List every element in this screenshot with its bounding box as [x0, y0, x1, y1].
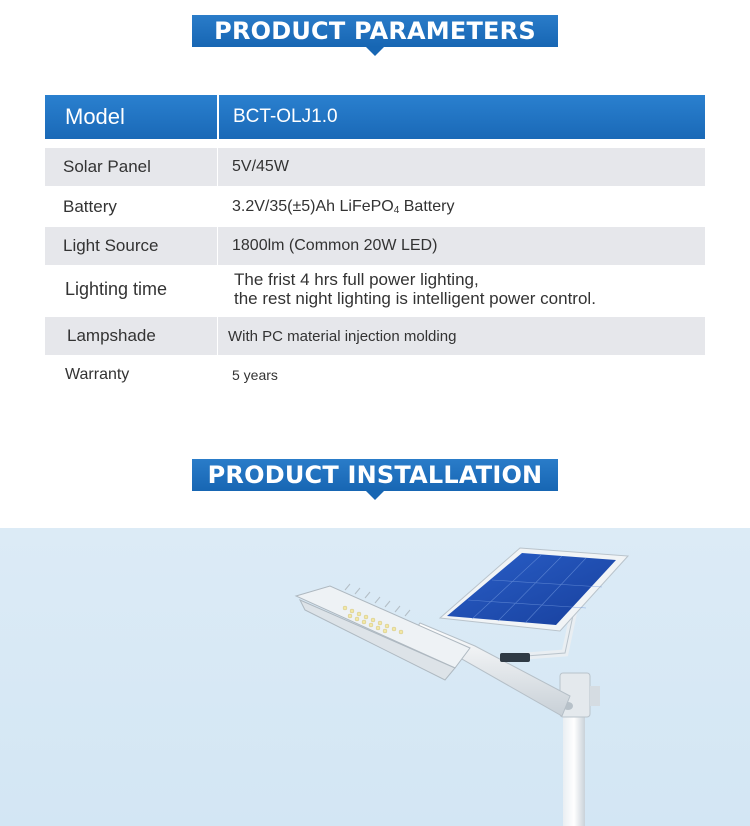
product-parameters-banner — [192, 15, 558, 47]
lampshade-label: Lampshade — [67, 326, 156, 345]
light-source-value: 1800lm (Common 20W LED) — [217, 227, 705, 265]
warranty-label: Warranty — [65, 366, 130, 383]
warranty-value: 5 years — [217, 357, 705, 393]
lampshade-value: With PC material injection molding — [217, 317, 705, 355]
solar-panel-value: 5V/45W — [217, 148, 705, 186]
lighting-time-value — [217, 266, 705, 312]
solar-panel-label: Solar Panel — [63, 157, 151, 176]
table-row — [45, 188, 705, 226]
battery-value-subscript: 4 — [393, 204, 400, 216]
table-row — [45, 148, 705, 186]
lighting-time-line1: The frist 4 hrs full power lighting, — [234, 270, 479, 289]
product-installation-title: PRODUCT INSTALLATION — [207, 461, 543, 489]
product-parameters-title: PRODUCT PARAMETERS — [214, 17, 536, 45]
battery-value-tail: Battery — [399, 198, 455, 215]
solar-street-light-icon — [0, 528, 750, 826]
battery-value-main: 3.2V/35(±5)Ah LiFePO — [232, 198, 394, 215]
light-source-label: Light Source — [63, 236, 159, 255]
table-row — [45, 357, 705, 393]
installation-area — [0, 528, 750, 826]
table-header-row — [45, 95, 705, 139]
lighting-time-line2: the rest night lighting is intelligent power control. — [234, 289, 596, 308]
lighting-time-label: Lighting time — [65, 278, 168, 299]
battery-label: Battery — [63, 197, 117, 216]
battery-value — [217, 188, 705, 226]
table-row — [45, 227, 705, 265]
model-value: BCT-OLJ1.0 — [217, 95, 705, 139]
table-row — [45, 266, 705, 312]
product-installation-banner — [192, 459, 558, 491]
table-row — [45, 317, 705, 355]
model-label: Model — [65, 104, 125, 129]
